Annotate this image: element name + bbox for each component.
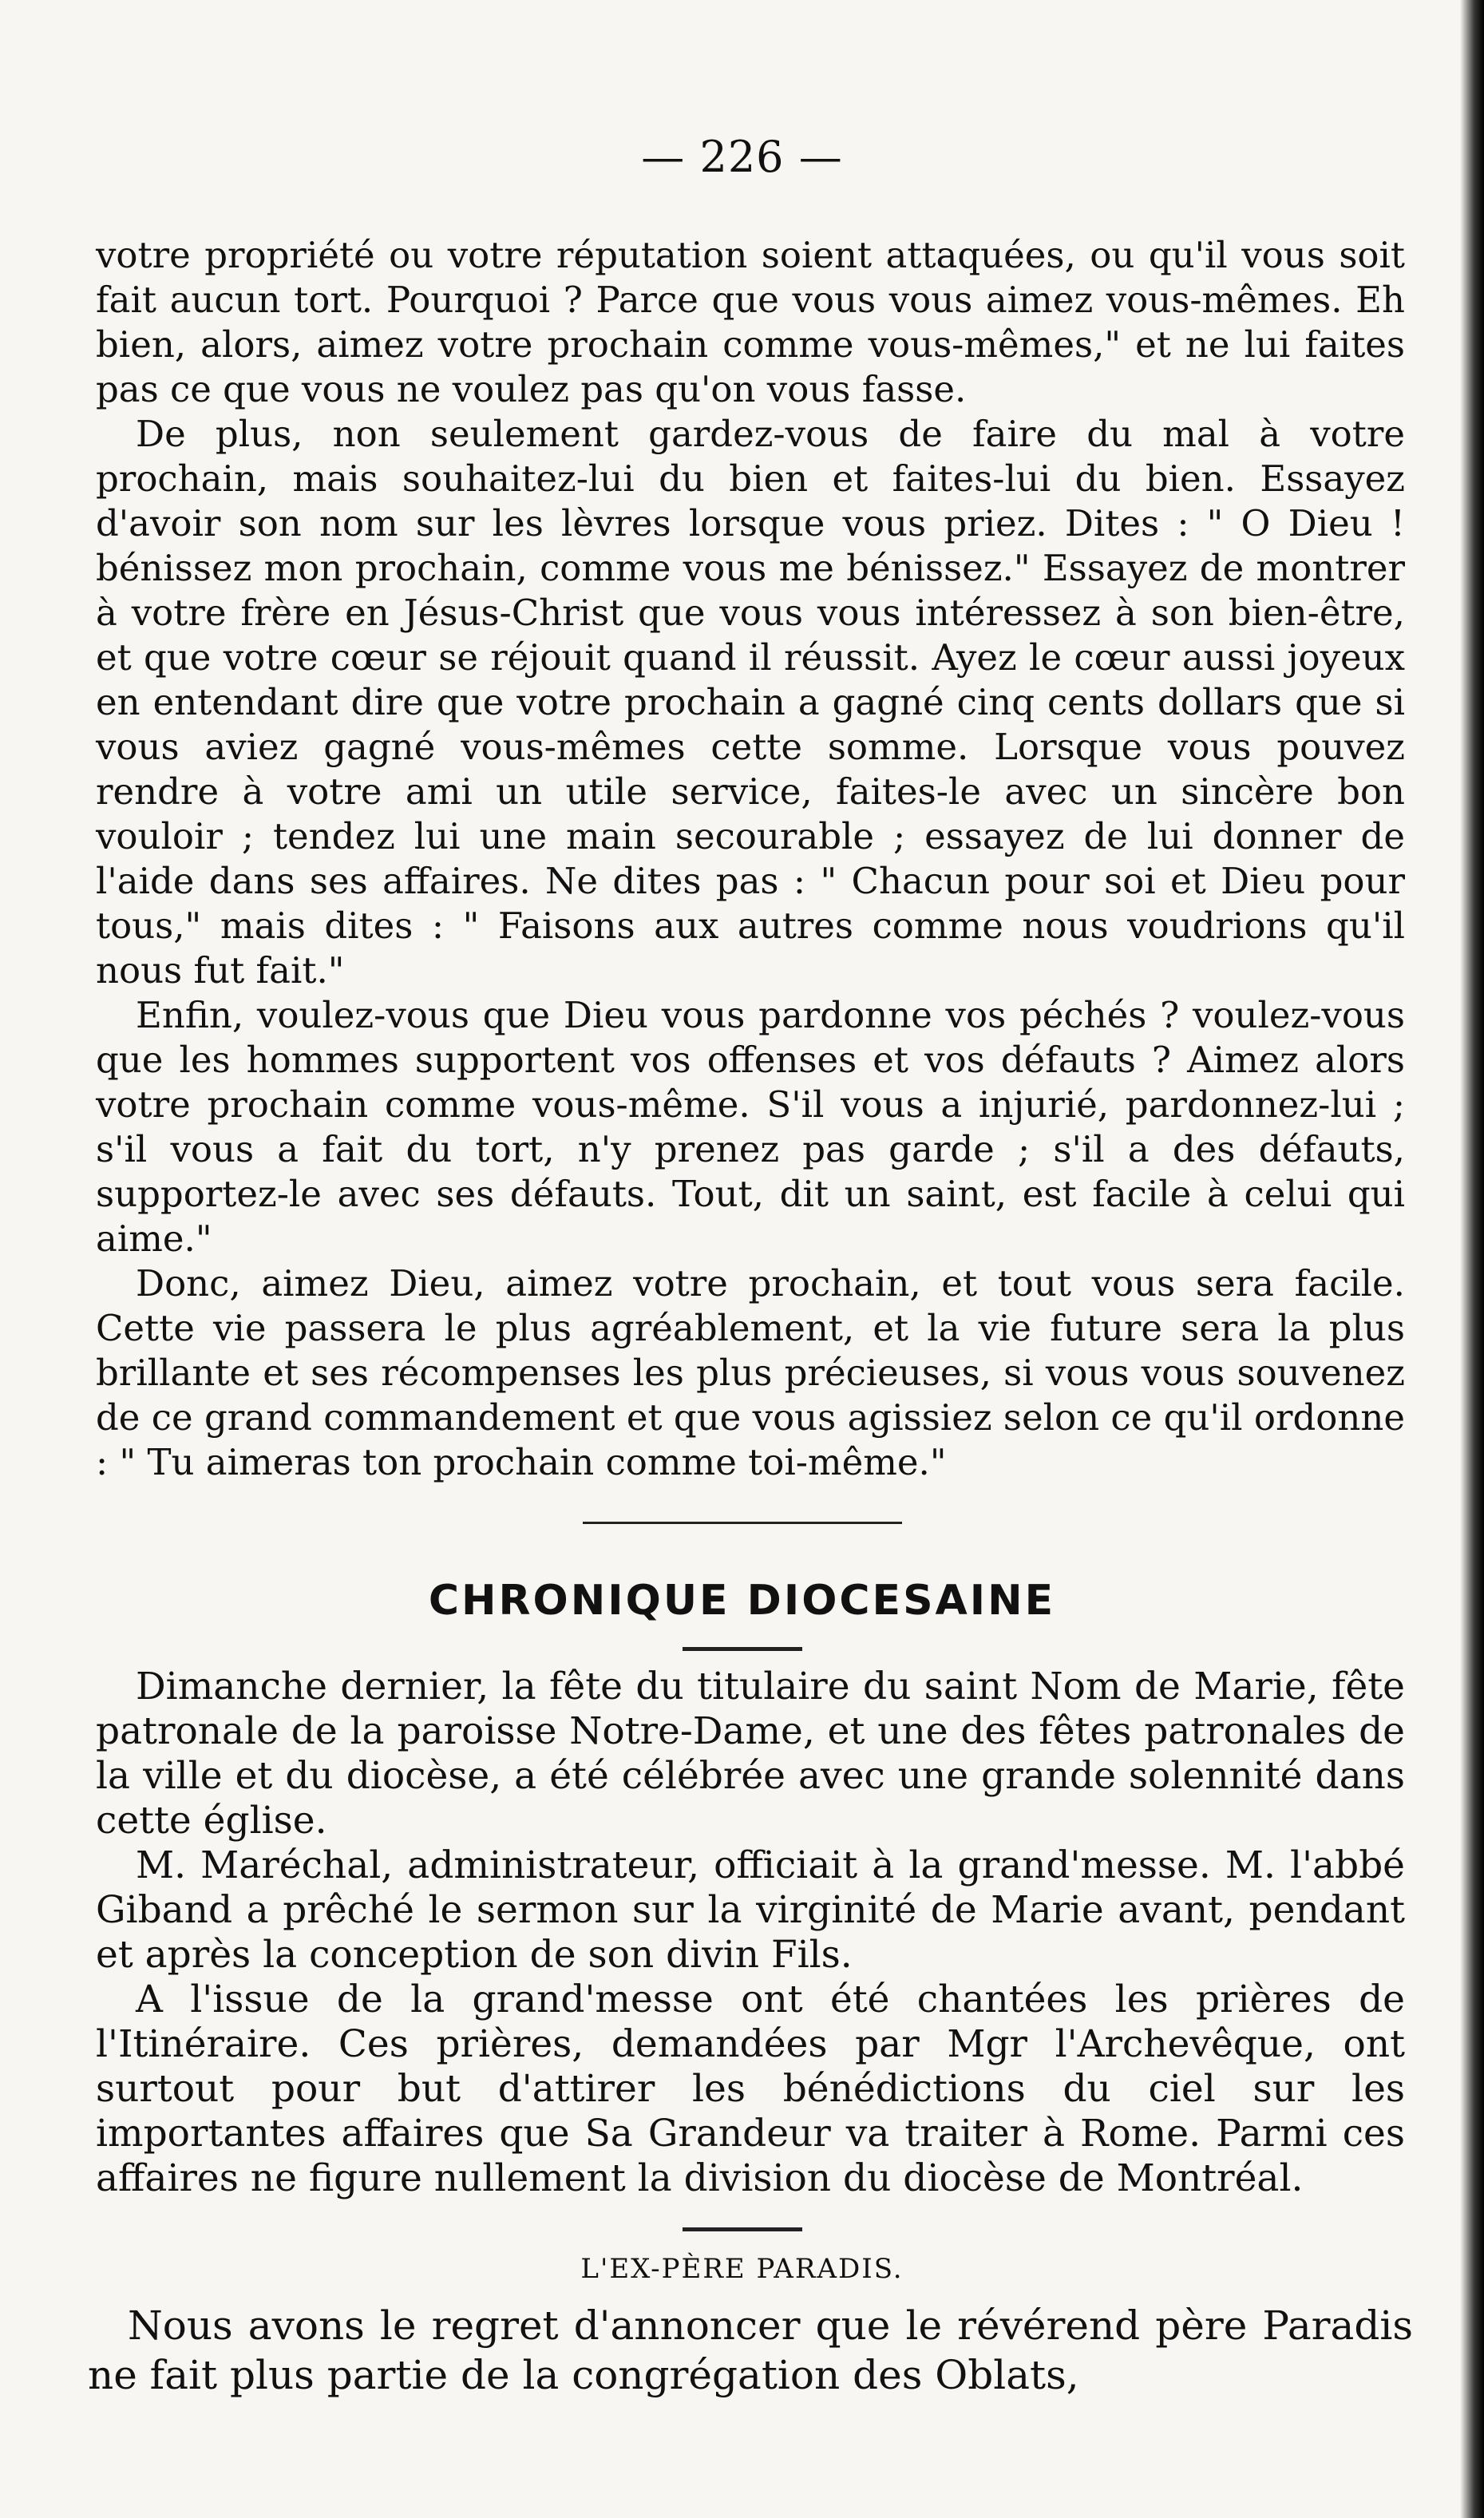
chronique-body bbox=[96, 1665, 1405, 2201]
subheading: L'EX-PÈRE PARADIS. bbox=[580, 2253, 904, 2285]
paradis-body bbox=[88, 2301, 1413, 2400]
article-body bbox=[96, 233, 1405, 1485]
subhead-divider bbox=[683, 2227, 802, 2231]
paragraph: Nous avons le regret d'annoncer que le révérend père Paradis ne fait plus partie de la congrégation des Oblats, bbox=[88, 2302, 1413, 2398]
page-number: — 226 — bbox=[641, 132, 843, 182]
paragraph: Donc, aimez Dieu, aimez votre prochain, et tout vous sera facile. Cette vie passera le plus agréablement, et la vie future sera la plus brillante et ses récompenses les plus précieuses, si vous vous souvenez de ce grand commandement et que vous agissiez selon ce qu'il ordonne : " Tu aimeras ton prochain comme toi-même." bbox=[96, 1262, 1405, 1483]
paragraph: A l'issue de la grand'messe ont été chantées les prières de l'Itinéraire. Ces prières, demandées par Mgr l'Archevêque, ont surtout pour but d'attirer les bénédictions du ciel sur les importantes affaires que Sa Grandeur va traiter à Rome. Parmi ces affaires ne figure nullement la division du diocèse de Montréal. bbox=[96, 1978, 1405, 2200]
title-underline bbox=[683, 1647, 802, 1651]
paragraph: votre propriété ou votre réputation soient attaquées, ou qu'il vous soit fait aucun tort. Pourquoi ? Parce que vous vous aimez vous-mêmes. Eh bien, alors, aimez votre prochain comme vous-mêmes," et ne lui faites pas ce que vous ne voulez pas qu'on vous fasse. bbox=[96, 234, 1405, 410]
section-title: CHRONIQUE DIOCESAINE bbox=[428, 1577, 1056, 1625]
paragraph: De plus, non seulement gardez-vous de faire du mal à votre prochain, mais souhaitez-lui du bien et faites-lui du bien. Essayez d'avoir son nom sur les lèvres lorsque vous priez. Dites : " O Dieu ! bénissez mon prochain, comme vous me bénissez." Essayez de montrer à votre frère en Jésus-Christ que vous vous intéressez à son bien-être, et que votre cœur se réjouit quand il réussit. Ayez le cœur aussi joyeux en entendant dire que votre prochain a gagné cinq cents dollars que si vous aviez gagné vous-mêmes cette somme. Lorsque vous pouvez rendre à votre ami un utile service, faites-le avec un sincère bon vouloir ; tendez lui une main secourable ; essayez de lui donner de l'aide dans ses affaires. Ne dites pas : " Chacun pour soi et Dieu pour tous," mais dites : " Faisons aux autres comme nous voudrions qu'il nous fut fait." bbox=[96, 413, 1405, 992]
page-edge-shadow bbox=[1460, 0, 1484, 2518]
section-divider bbox=[583, 1522, 902, 1524]
paragraph: Enfin, voulez-vous que Dieu vous pardonne vos péchés ? voulez-vous que les hommes supportent vos offenses et vos défauts ? Aimez alors votre prochain comme vous-même. S'il vous a injurié, pardonnez-lui ; s'il vous a fait du tort, n'y prenez pas garde ; s'il a des défauts, supportez-le avec ses défauts. Tout, dit un saint, est facile à celui qui aime." bbox=[96, 994, 1405, 1260]
paragraph: Dimanche dernier, la fête du titulaire du saint Nom de Marie, fête patronale de la paroisse Notre-Dame, et une des fêtes patronales de la ville et du diocèse, a été célébrée avec une grande solennité dans cette église. bbox=[96, 1665, 1405, 1843]
paragraph: M. Maréchal, administrateur, officiait à la grand'messe. M. l'abbé Giband a prêché le sermon sur la virginité de Marie avant, pendant et après la conception de son divin Fils. bbox=[96, 1843, 1405, 1977]
